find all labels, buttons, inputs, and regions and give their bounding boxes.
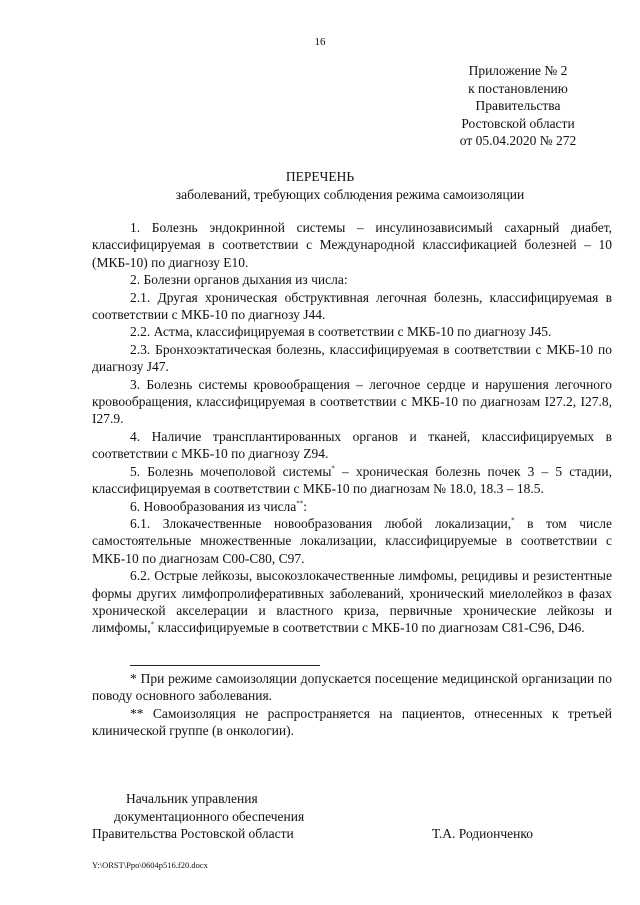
list-item-2-1: 2.1. Другая хроническая обструктивная легочная болезнь, классифицируемая в соответствии с МКБ-10 по диагнозу J44. xyxy=(92,289,612,323)
list-item-5 xyxy=(92,463,612,498)
annex-line: к постановлению xyxy=(468,80,568,96)
page-number: 16 xyxy=(314,36,326,48)
signer-position-line: Начальник управления xyxy=(126,791,258,806)
footnote-mark: * xyxy=(511,516,515,525)
annex-header xyxy=(428,62,608,150)
list-item-2-2: 2.2. Астма, классифицируемая в соответствии с МКБ-10 по диагнозу J45. xyxy=(130,324,552,340)
signer-position-line: Правительства Ростовской области xyxy=(92,826,294,841)
list-item-6 xyxy=(92,498,612,515)
signature-block xyxy=(92,790,622,843)
signer-position-line: документационного обеспечения xyxy=(114,808,305,824)
item-text: : xyxy=(303,498,308,514)
annex-line: Ростовской области xyxy=(461,115,575,131)
item-text: 6.2. Острые лейкозы, высокозлокачественные лимфомы, рецидивы и резистентные формы других лимфопролиферативных заболеваний, хронический миелолейкоз в фазах хронической акселерации и властного криза, первичные хронические лейкозы и лимфомы, xyxy=(92,568,612,636)
file-path-footer: Y:\ORST\Ppo\0604p516.f20.docx xyxy=(92,860,208,870)
list-item-6-1 xyxy=(92,515,612,567)
annex-line: Приложение № 2 xyxy=(468,63,568,78)
item-text: 6.1. Злокачественные новообразования любой локализации, xyxy=(130,515,512,531)
list-item-3: 3. Болезнь системы кровообращения – легочное сердце и нарушения легочного кровообращения, классифицируемая в соответствии с МКБ-10 по диагнозам I27.2, I27.8, I27.9. xyxy=(92,376,612,427)
footnote-mark: * xyxy=(150,620,155,629)
footnotes xyxy=(92,670,612,740)
document-title: ПЕРЕЧЕНЬ xyxy=(285,169,355,184)
footnote-mark: * xyxy=(331,464,335,473)
list-item-2-3: 2.3. Бронхоэктатическая болезнь, классифицируемая в соответствии с МКБ-10 по диагнозу J47. xyxy=(92,341,612,375)
document-subtitle: заболеваний, требующих соблюдения режима самоизоляции xyxy=(175,187,525,202)
list-item-4: 4. Наличие трансплантированных органов и тканей, классифицируемых в соответствии с МКБ-10 по диагнозу Z94. xyxy=(92,428,612,462)
footnote-divider xyxy=(130,665,320,666)
list-item-2: 2. Болезни органов дыхания из числа: xyxy=(130,272,348,288)
annex-line: от 05.04.2020 № 272 xyxy=(459,133,577,148)
footnote-1: * При режиме самоизоляции допускается посещение медицинской организации по поводу основного заболевания. xyxy=(92,671,612,704)
footnote-2: ** Самоизоляция не распространяется на пациентов, отнесенных к третьей клинической группе (в онкологии). xyxy=(92,705,612,739)
item-text: в том числе самостоятельные множественные локализации, классифицируемые в соответствии с МКБ-10 по диагнозам C00-C80, C97. xyxy=(92,515,612,566)
item-text: 5. Болезнь мочеполовой системы xyxy=(130,463,332,479)
signer-name: Т.А. Родионченко xyxy=(432,826,533,841)
item-text: 6. Новообразования из числа xyxy=(130,498,297,514)
footnote-mark: ** xyxy=(296,499,304,507)
item-text: – хроническая болезнь почек 3 – 5 стадии, классифицируемая в соответствии с МКБ-10 по диагнозам № 18.0, 18.3 – 18.5. xyxy=(92,463,612,497)
list-item-6-2 xyxy=(92,567,612,637)
document-body xyxy=(92,219,612,637)
signer-position-row xyxy=(92,825,622,843)
annex-line: Правительства xyxy=(475,98,561,113)
item-text: классифицируемые в соответствии с МКБ-10 по диагнозам C81-C96, D46. xyxy=(154,620,585,636)
list-item-1: 1. Болезнь эндокринной системы – инсулинозависимый сахарный диабет, классифицируемая в соответствии с Международной классификацией болезней – 10 (МКБ-10) по диагнозу E10. xyxy=(92,220,612,270)
